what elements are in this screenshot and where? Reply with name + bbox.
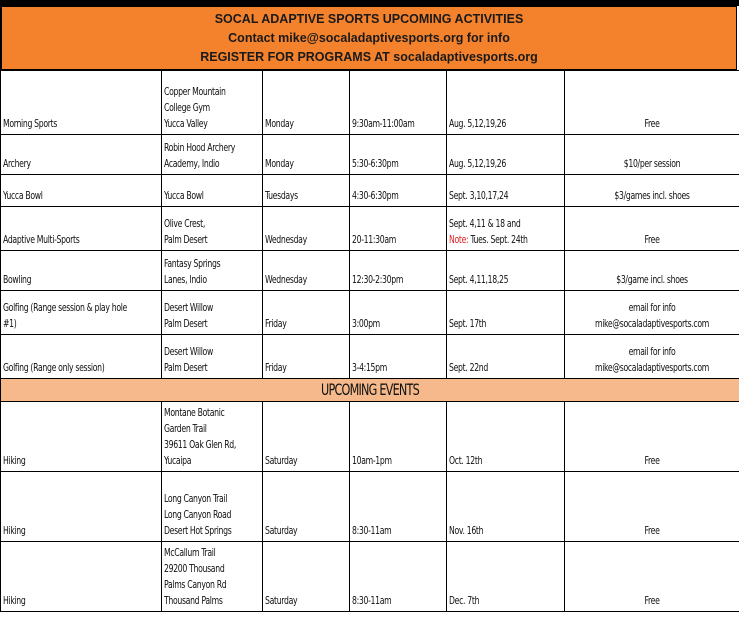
activity-dates-line: Sept. 17th [449, 318, 487, 330]
activity-location-line: Palm Desert [164, 318, 208, 330]
activity-location-line: 29200 Thousand [164, 563, 225, 575]
activity-time [350, 542, 447, 612]
activity-location-line: Academy, Indio [164, 158, 220, 170]
activity-time-line: 20-11:30am [352, 234, 396, 246]
activity-location-line: Desert Willow [164, 346, 213, 358]
activity-dates-line: Oct. 12th [449, 455, 483, 467]
activity-time [350, 472, 447, 542]
table-row [1, 291, 739, 335]
table-row [1, 175, 739, 207]
activity-time-line: 4:30-6:30pm [352, 190, 399, 202]
activity-time [350, 175, 447, 207]
activity-day [263, 402, 350, 472]
activity-time-line: 5:30-6:30pm [352, 158, 399, 170]
activity-time [350, 251, 447, 291]
activity-location [162, 175, 263, 207]
activity-day-line: Wednesday [265, 274, 307, 286]
header-register: REGISTER FOR PROGRAMS AT socaladaptivesports.org [200, 50, 538, 64]
activity-name-line: Golfing (Range only session) [3, 362, 105, 374]
upcoming-events-row [1, 379, 739, 402]
activity-name-line: #1) [3, 318, 17, 330]
activity-name-line: Adaptive Multi-Sports [3, 234, 80, 246]
activity-note [449, 232, 543, 248]
activity-cost [565, 71, 739, 135]
activity-name [1, 71, 162, 135]
activity-time [350, 402, 447, 472]
activity-cost-line: $3/games incl. shoes [614, 190, 690, 202]
activity-location-line: Palm Desert [164, 362, 208, 374]
activity-dates [447, 402, 565, 472]
activity-name [1, 207, 162, 251]
table-row [1, 135, 739, 175]
activity-location-line: Long Canyon Road [164, 509, 232, 521]
table-row [1, 207, 739, 251]
activity-location-line: Thousand Palms [164, 595, 223, 607]
activity-cost [565, 542, 739, 612]
activity-name-line: Yucca Bowl [3, 190, 43, 202]
activity-dates [447, 207, 565, 251]
activity-time-line: 3-4:15pm [352, 362, 387, 374]
activity-location-line: Olive Crest, [164, 218, 205, 230]
page-header [0, 6, 737, 70]
header-title: SOCAL ADAPTIVE SPORTS UPCOMING ACTIVITIES [214, 12, 524, 26]
activity-dates [447, 291, 565, 335]
activity-location [162, 291, 263, 335]
activity-name [1, 291, 162, 335]
activity-cost-line: Free [644, 118, 660, 130]
activity-day [263, 251, 350, 291]
activity-location [162, 542, 263, 612]
activity-location [162, 251, 263, 291]
upcoming-events-label: UPCOMING EVENTS [321, 380, 419, 399]
activity-dates [447, 472, 565, 542]
activity-cost-line: email for info [628, 302, 676, 314]
activity-cost-line: Free [644, 525, 660, 537]
activity-location-line: Desert Willow [164, 302, 213, 314]
activity-cost-line: mike@socaladaptivesports.com [595, 318, 709, 330]
activity-day [263, 135, 350, 175]
activity-time [350, 291, 447, 335]
activity-location [162, 402, 263, 472]
activity-location [162, 135, 263, 175]
note-text: Tues. Sept. 24th [468, 234, 528, 246]
activity-day [263, 335, 350, 379]
activity-cost-line: email for info [628, 346, 676, 358]
activity-location-line: Garden Trail [164, 423, 207, 435]
activity-time-line: 3:00pm [352, 318, 380, 330]
activity-location-line: Lanes, Indio [164, 274, 207, 286]
activity-dates-line: Sept. 3,10,17,24 [449, 190, 509, 202]
activity-cost [565, 135, 739, 175]
activity-time-line: 8:30-11am [352, 595, 392, 607]
activity-dates-line: Nov. 16th [449, 525, 484, 537]
activity-day [263, 71, 350, 135]
activity-name-line: Hiking [3, 525, 26, 537]
activity-name [1, 542, 162, 612]
activity-dates [447, 71, 565, 135]
activity-location-line: Yucca Valley [164, 118, 208, 130]
activity-cost [565, 402, 739, 472]
activity-name [1, 402, 162, 472]
table-row [1, 71, 739, 135]
activity-cost [565, 207, 739, 251]
activity-name [1, 135, 162, 175]
activity-location [162, 207, 263, 251]
activity-time-line: 12:30-2:30pm [352, 274, 404, 286]
activity-location-line: Yucca Bowl [164, 190, 204, 202]
activity-dates-line: Sept. 4,11 & 18 and [449, 218, 521, 230]
activity-cost-line: $3/game incl. shoes [616, 274, 688, 286]
table-row [1, 542, 739, 612]
activity-dates [447, 542, 565, 612]
activity-time-line: 10am-1pm [352, 455, 392, 467]
activity-time-line: 8:30-11am [352, 525, 392, 537]
table-row [1, 251, 739, 291]
activity-name [1, 472, 162, 542]
activity-location [162, 335, 263, 379]
activity-cost-line: $10/per session [623, 158, 681, 170]
activity-location-line: McCallum Trail [164, 547, 216, 559]
activity-name-line: Golfing (Range session & play hole [3, 302, 127, 314]
activity-dates-line: Sept. 22nd [449, 362, 488, 374]
table-row [1, 402, 739, 472]
activity-day [263, 542, 350, 612]
activity-location-line: Palms Canyon Rd [164, 579, 227, 591]
activity-name [1, 175, 162, 207]
activity-location-line: Fantasy Springs [164, 258, 221, 270]
note-label: Note: [449, 234, 469, 246]
activity-dates-line: Aug. 5,12,19,26 [449, 118, 507, 130]
activity-cost [565, 472, 739, 542]
activity-location-line: College Gym [164, 102, 210, 114]
activity-day [263, 175, 350, 207]
schedule-table [0, 70, 739, 612]
activity-location-line: Robin Hood Archery [164, 142, 235, 154]
activity-day-line: Wednesday [265, 234, 307, 246]
activity-name-line: Morning Sports [3, 118, 58, 130]
activity-location-line: Desert Hot Springs [164, 525, 232, 537]
activity-name [1, 251, 162, 291]
activity-cost-line: Free [644, 595, 660, 607]
activity-dates [447, 175, 565, 207]
activity-day-line: Monday [265, 118, 294, 130]
activity-location-line: 39611 Oak Glen Rd, [164, 439, 237, 451]
activity-cost-line: Free [644, 234, 660, 246]
activity-day [263, 472, 350, 542]
activity-time-line: 9:30am-11:00am [352, 118, 415, 130]
activity-location [162, 472, 263, 542]
activity-location-line: Palm Desert [164, 234, 208, 246]
activity-dates [447, 335, 565, 379]
activity-dates-line: Sept. 4,11,18,25 [449, 274, 509, 286]
activity-day-line: Saturday [265, 455, 298, 467]
activity-cost [565, 175, 739, 207]
header-contact: Contact mike@socaladaptivesports.org for info [228, 31, 510, 45]
activity-time [350, 335, 447, 379]
activity-location-line: Yucaipa [164, 455, 192, 467]
activity-time [350, 135, 447, 175]
activity-cost-line: Free [644, 455, 660, 467]
activity-day-line: Saturday [265, 595, 298, 607]
activity-cost [565, 291, 739, 335]
table-row [1, 472, 739, 542]
activity-dates [447, 135, 565, 175]
activity-dates [447, 251, 565, 291]
activity-cost-line: mike@socaladaptivesports.com [595, 362, 709, 374]
activity-time [350, 207, 447, 251]
activity-cost [565, 335, 739, 379]
activity-location [162, 71, 263, 135]
activity-dates-line: Dec. 7th [449, 595, 480, 607]
activity-day-line: Friday [265, 318, 287, 330]
activity-name-line: Hiking [3, 455, 26, 467]
activity-dates-line: Aug. 5,12,19,26 [449, 158, 507, 170]
activity-name-line: Hiking [3, 595, 26, 607]
activity-time [350, 71, 447, 135]
activity-day [263, 291, 350, 335]
activity-cost [565, 251, 739, 291]
upcoming-events-heading [1, 379, 739, 402]
activity-day-line: Friday [265, 362, 287, 374]
activity-location-line: Copper Mountain [164, 86, 226, 98]
activity-location-line: Long Canyon Trail [164, 493, 228, 505]
activity-day-line: Saturday [265, 525, 298, 537]
activity-location-line: Montane Botanic [164, 407, 225, 419]
activity-name-line: Archery [3, 158, 31, 170]
table-row [1, 335, 739, 379]
activity-day-line: Monday [265, 158, 294, 170]
activity-name-line: Bowling [3, 274, 32, 286]
activity-day-line: Tuesdays [265, 190, 298, 202]
activity-name [1, 335, 162, 379]
activity-day [263, 207, 350, 251]
